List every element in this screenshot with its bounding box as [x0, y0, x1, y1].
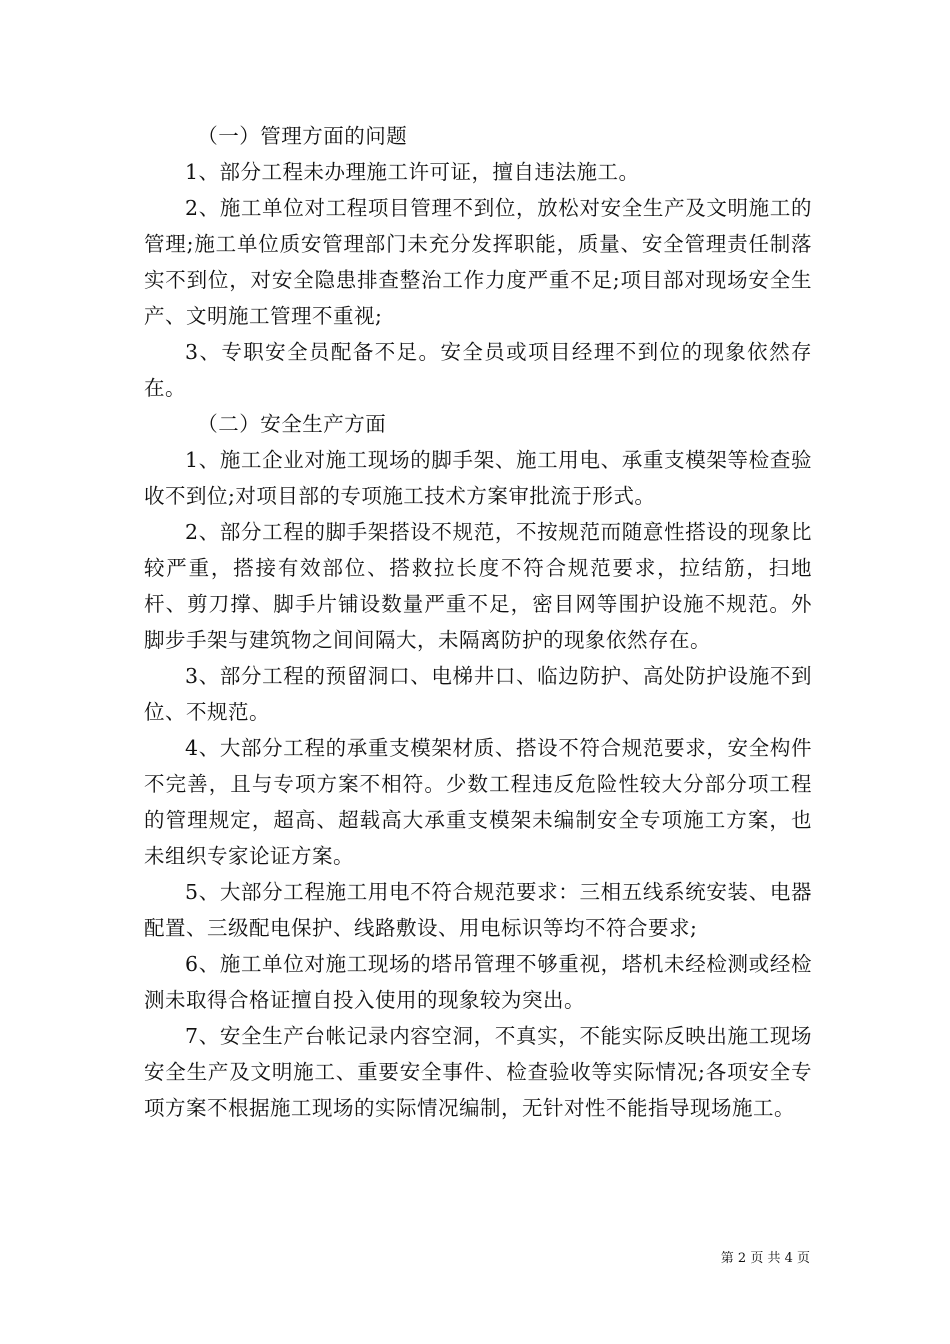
- section-heading-safety: （二）安全生产方面: [197, 412, 387, 436]
- paragraph: 2、部分工程的脚手架搭设不规范，不按规范而随意性搭设的现象比较严重，搭接有效部位、搭救拉长度不符合规范要求，拉结筋，扫地杆、剪刀撑、脚手片铺设数量严重不足，密目网等围护设施不规范。外脚步手架与建筑物之间间隔大，未隔离防护的现象依然存在。: [144, 520, 812, 652]
- paragraph: 3、部分工程的预留洞口、电梯井口、临边防护、高处防护设施不到位、不规范。: [144, 664, 812, 724]
- paragraph: 5、大部分工程施工用电不符合规范要求：三相五线系统安装、电器配置、三级配电保护、线路敷设、用电标识等均不符合要求;: [144, 880, 812, 940]
- paragraph: 7、安全生产台帐记录内容空洞，不真实，不能实际反映出施工现场安全生产及文明施工、重要安全事件、检查验收等实际情况;各项安全专项方案不根据施工现场的实际情况编制，无针对性不能指导现场施工。: [144, 1024, 812, 1120]
- paragraph: 3、专职安全员配备不足。安全员或项目经理不到位的现象依然存在。: [144, 340, 812, 400]
- paragraph: 2、施工单位对工程项目管理不到位，放松对安全生产及文明施工的管理;施工单位质安管理部门未充分发挥职能，质量、安全管理责任制落实不到位，对安全隐患排查整治工作力度严重不足;项目部对现场安全生产、文明施工管理不重视;: [144, 196, 812, 328]
- paragraph: 1、部分工程未办理施工许可证，擅自违法施工。: [185, 160, 640, 184]
- document-body: [144, 118, 812, 1126]
- paragraph: 4、大部分工程的承重支模架材质、搭设不符合规范要求，安全构件不完善，且与专项方案不相符。少数工程违反危险性较大分部分项工程的管理规定，超高、超载高大承重支模架未编制安全专项施工方案，也未组织专家论证方案。: [144, 736, 812, 868]
- paragraph: 1、施工企业对施工现场的脚手架、施工用电、承重支模架等检查验收不到位;对项目部的专项施工技术方案审批流于形式。: [144, 448, 812, 508]
- paragraph: 6、施工单位对施工现场的塔吊管理不够重视，塔机未经检测或经检测未取得合格证擅自投入使用的现象较为突出。: [144, 952, 812, 1012]
- section-heading-management: （一）管理方面的问题: [197, 124, 408, 148]
- page-number: 第 2 页 共 4 页: [720, 1251, 810, 1266]
